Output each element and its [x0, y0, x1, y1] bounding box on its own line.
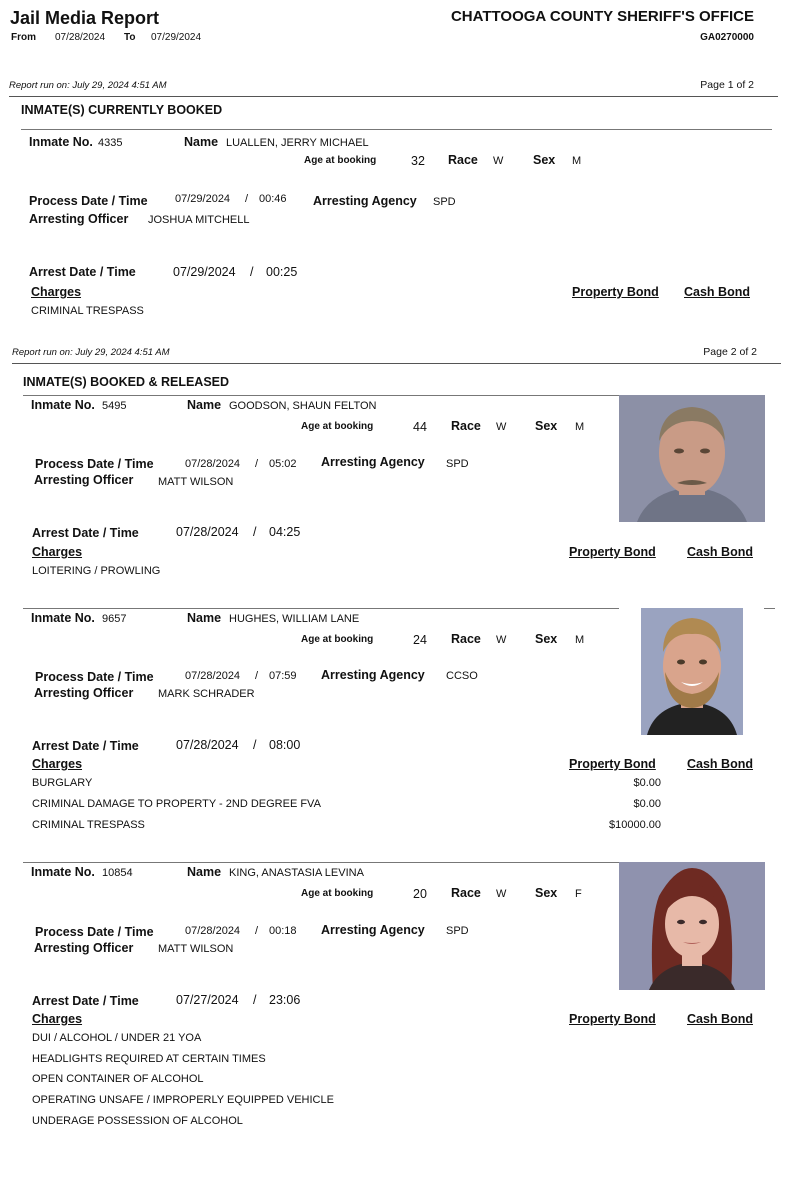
officer-value: MARK SCHRADER [158, 688, 255, 700]
inmate-name: HUGHES, WILLIAM LANE [229, 613, 360, 625]
officer-label: Arresting Officer [29, 212, 129, 226]
process-label: Process Date / Time [29, 194, 148, 208]
process-time: 05:02 [269, 458, 297, 470]
inmate-no-label: Inmate No. [31, 611, 95, 625]
agency-label: Arresting Agency [321, 455, 425, 469]
race-value: W [496, 888, 507, 900]
arrest-time: 08:00 [269, 738, 301, 752]
property-bond-label: Property Bond [569, 545, 656, 559]
cash-bond-label: Cash Bond [687, 1012, 753, 1026]
officer-label: Arresting Officer [34, 473, 134, 487]
charges-label: Charges [31, 285, 82, 299]
officer-value: MATT WILSON [158, 943, 234, 955]
sex-value: M [572, 155, 582, 167]
age-value: 32 [411, 154, 425, 168]
inmate-no-label: Inmate No. [31, 865, 95, 879]
arrest-time: 23:06 [269, 993, 301, 1007]
agency-value: SPD [446, 925, 469, 937]
property-bond-amount: $0.00 [633, 798, 661, 810]
charge-item: CRIMINAL DAMAGE TO PROPERTY - 2ND DEGREE FVA [32, 798, 321, 810]
age-value: 20 [413, 887, 427, 901]
inmate-no-label: Inmate No. [31, 398, 95, 412]
to-label: To [124, 32, 136, 43]
divider [21, 129, 772, 130]
process-date: 07/29/2024 [175, 193, 231, 205]
officer-label: Arresting Officer [34, 941, 134, 955]
cash-bond-label: Cash Bond [687, 545, 753, 559]
process-label: Process Date / Time [35, 670, 154, 684]
mugshot-photo [619, 862, 765, 990]
process-date: 07/28/2024 [185, 670, 241, 682]
slash: / [255, 458, 259, 470]
arrest-date: 07/27/2024 [176, 993, 239, 1007]
sex-value: M [575, 634, 585, 646]
agency-code: GA0270000 [700, 32, 754, 43]
agency-value: SPD [446, 458, 469, 470]
slash: / [250, 265, 254, 279]
section-title: INMATE(S) BOOKED & RELEASED [23, 375, 230, 389]
race-label: Race [451, 886, 481, 900]
name-label: Name [184, 135, 219, 149]
charge-item: CRIMINAL TRESPASS [31, 305, 144, 317]
mugshot-photo [641, 608, 743, 735]
officer-label: Arresting Officer [34, 686, 134, 700]
arrest-date: 07/28/2024 [176, 738, 239, 752]
arrest-date: 07/28/2024 [176, 525, 239, 539]
charge-item: OPERATING UNSAFE / IMPROPERLY EQUIPPED VEHICLE [32, 1094, 334, 1106]
arrest-time: 00:25 [266, 265, 298, 279]
section-title: INMATE(S) CURRENTLY BOOKED [21, 103, 223, 117]
charges-label: Charges [32, 1012, 83, 1026]
slash: / [253, 993, 257, 1007]
process-label: Process Date / Time [35, 457, 154, 471]
sex-value: M [575, 421, 585, 433]
charge-item: OPEN CONTAINER OF ALCOHOL [32, 1073, 204, 1085]
race-value: W [493, 155, 504, 167]
page-number: Page 1 of 2 [700, 79, 754, 91]
arrest-label: Arrest Date / Time [32, 994, 139, 1008]
officer-value: MATT WILSON [158, 476, 234, 488]
race-value: W [496, 634, 507, 646]
process-date: 07/28/2024 [185, 458, 241, 470]
process-date: 07/28/2024 [185, 925, 241, 937]
arrest-label: Arrest Date / Time [32, 526, 139, 540]
slash: / [253, 738, 257, 752]
divider [23, 395, 619, 396]
report-run-on: Report run on: July 29, 2024 4:51 AM [12, 347, 170, 358]
process-time: 00:46 [259, 193, 287, 205]
sex-label: Sex [533, 153, 556, 167]
cash-bond-label: Cash Bond [684, 285, 750, 299]
slash: / [255, 670, 259, 682]
inmate-name: GOODSON, SHAUN FELTON [229, 400, 377, 412]
inmate-no: 4335 [98, 137, 123, 149]
inmate-name: LUALLEN, JERRY MICHAEL [226, 137, 369, 149]
from-label: From [11, 32, 36, 43]
property-bond-amount: $0.00 [633, 777, 661, 789]
slash: / [253, 525, 257, 539]
age-label: Age at booking [301, 634, 374, 645]
to-date: 07/29/2024 [151, 32, 202, 43]
process-label: Process Date / Time [35, 925, 154, 939]
divider [764, 608, 775, 609]
agency-value: CCSO [446, 670, 478, 682]
charge-item: UNDERAGE POSSESSION OF ALCOHOL [32, 1115, 243, 1127]
mugshot-photo [619, 395, 765, 522]
charge-item: HEADLIGHTS REQUIRED AT CERTAIN TIMES [32, 1053, 266, 1065]
divider [12, 363, 781, 364]
divider [23, 608, 619, 609]
agency-label: Arresting Agency [321, 923, 425, 937]
process-time: 07:59 [269, 670, 297, 682]
age-value: 44 [413, 420, 427, 434]
arrest-time: 04:25 [269, 525, 301, 539]
sex-value: F [575, 888, 582, 900]
agency-value: SPD [433, 196, 456, 208]
charges-label: Charges [32, 757, 83, 771]
from-date: 07/28/2024 [55, 32, 106, 43]
age-label: Age at booking [301, 888, 374, 899]
officer-value: JOSHUA MITCHELL [148, 214, 250, 226]
inmate-no: 5495 [102, 400, 127, 412]
divider [23, 862, 619, 863]
property-bond-amount: $10000.00 [609, 819, 661, 831]
agency-title: CHATTOOGA COUNTY SHERIFF'S OFFICE [450, 8, 754, 25]
property-bond-label: Property Bond [569, 757, 656, 771]
name-label: Name [187, 398, 222, 412]
name-label: Name [187, 865, 222, 879]
property-bond-label: Property Bond [572, 285, 659, 299]
slash: / [245, 193, 249, 205]
charge-item: DUI / ALCOHOL / UNDER 21 YOA [32, 1032, 202, 1044]
charge-item: CRIMINAL TRESPASS [32, 819, 145, 831]
cash-bond-label: Cash Bond [687, 757, 753, 771]
race-label: Race [451, 419, 481, 433]
agency-label: Arresting Agency [321, 668, 425, 682]
race-label: Race [451, 632, 481, 646]
page-number: Page 2 of 2 [703, 346, 757, 358]
charge-item: BURGLARY [32, 777, 93, 789]
agency-label: Arresting Agency [313, 194, 417, 208]
sex-label: Sex [535, 419, 558, 433]
inmate-no: 10854 [102, 867, 133, 879]
arrest-label: Arrest Date / Time [32, 739, 139, 753]
process-time: 00:18 [269, 925, 297, 937]
age-label: Age at booking [304, 155, 377, 166]
inmate-name: KING, ANASTASIA LEVINA [229, 867, 364, 879]
charges-label: Charges [32, 545, 83, 559]
sex-label: Sex [535, 632, 558, 646]
age-value: 24 [413, 633, 427, 647]
property-bond-label: Property Bond [569, 1012, 656, 1026]
report-title: Jail Media Report [10, 8, 160, 28]
charge-item: LOITERING / PROWLING [32, 565, 161, 577]
slash: / [255, 925, 259, 937]
race-label: Race [448, 153, 478, 167]
race-value: W [496, 421, 507, 433]
arrest-label: Arrest Date / Time [29, 265, 136, 279]
sex-label: Sex [535, 886, 558, 900]
inmate-no-label: Inmate No. [29, 135, 93, 149]
divider [9, 96, 778, 97]
age-label: Age at booking [301, 421, 374, 432]
arrest-date: 07/29/2024 [173, 265, 236, 279]
report-run-on: Report run on: July 29, 2024 4:51 AM [9, 80, 167, 91]
inmate-no: 9657 [102, 613, 127, 625]
name-label: Name [187, 611, 222, 625]
